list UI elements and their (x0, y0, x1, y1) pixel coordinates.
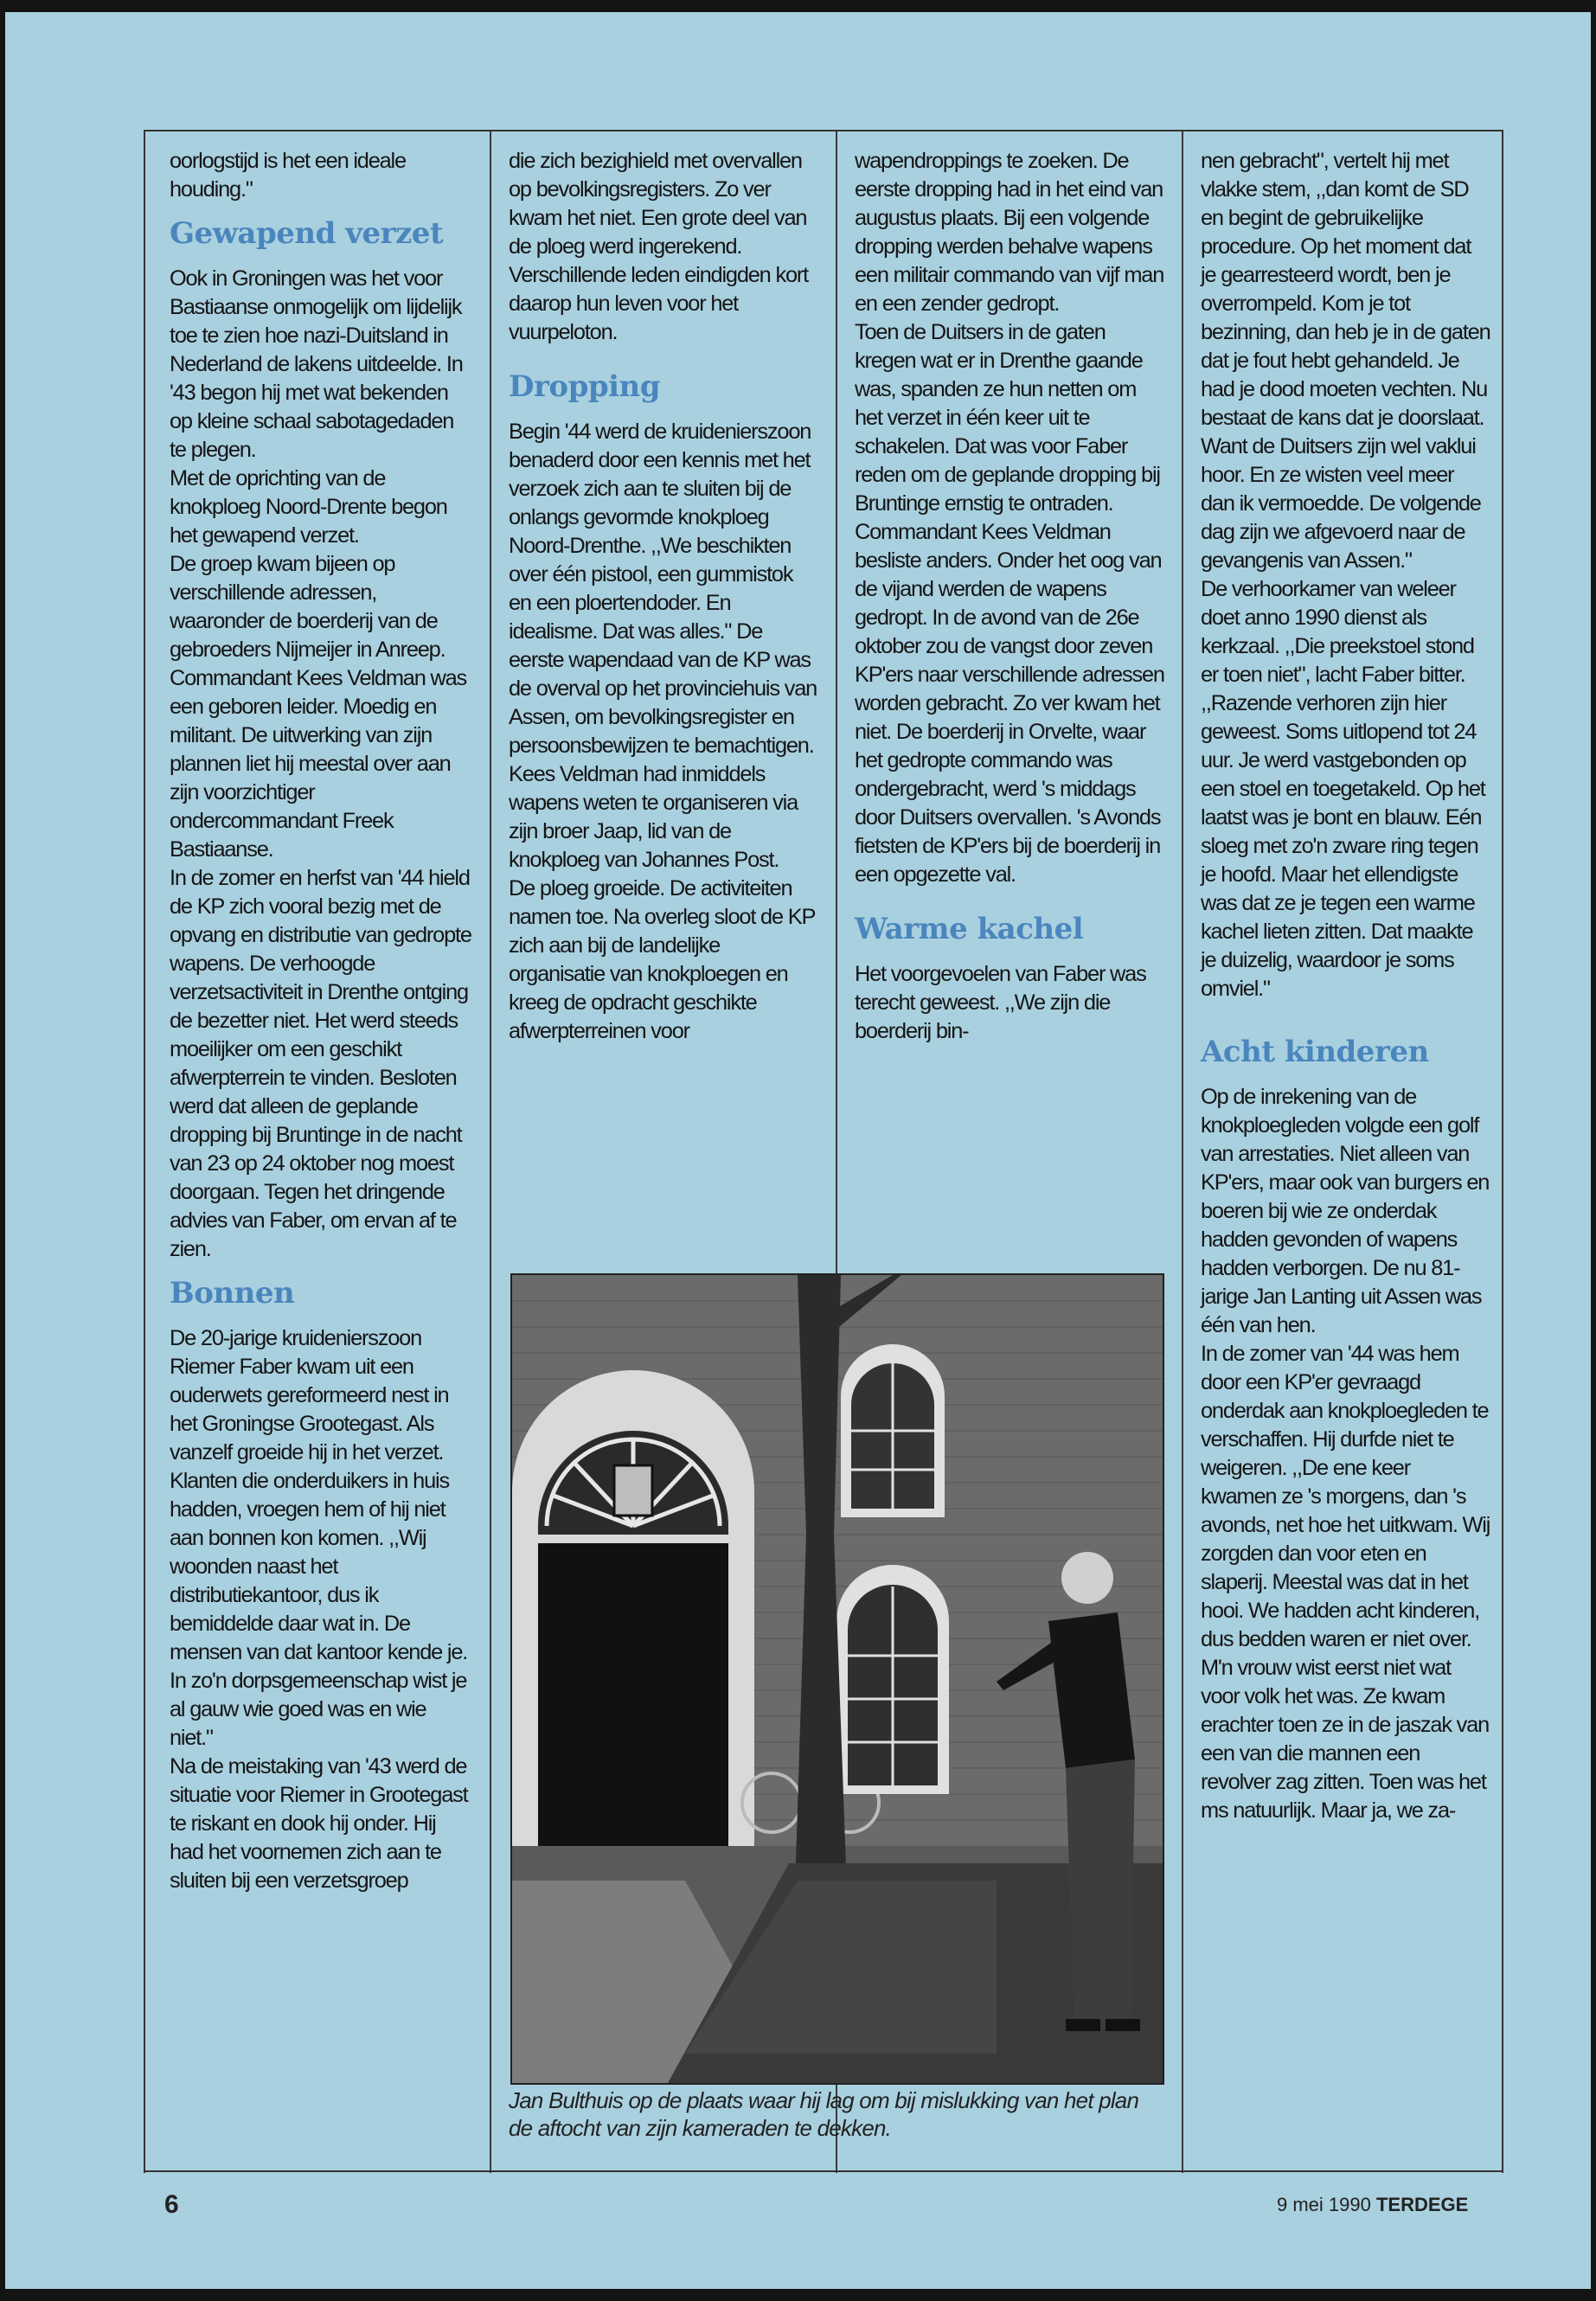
magazine-page (5, 12, 1591, 2289)
paragraph: wapendroppings te zoeken. De eerste dropping had in het eind van augustus plaats. Bij een volgende dropping werden behalve wapens een militair commando van vijf man en een zender gedropt. (855, 149, 1164, 316)
column-divider (490, 131, 491, 2173)
article-column-2 (509, 147, 818, 1046)
column-divider (1182, 131, 1183, 2173)
subheading: Acht kinderen (1201, 1035, 1429, 1069)
paragraph: In de zomer van '44 was hem door een KP'er gevraagd onderdak aan knokploegleden te verschaffen. Hij durfde niet te weigeren. ,,De ene keer kwamen ze 's morgens, dan 's avonds, net hoe het uitkwam. Wij zorgden dan voor eten en slaperij. Meestal was dat in het hooi. We hadden acht kinderen, dus bedden waren er niet over. (1201, 1342, 1490, 1651)
paragraph: De groep kwam bijeen op verschillende adressen, waaronder de boerderij van de gebroeders Nijmeijer in Anreep. Commandant Kees Veldman was een geboren leider. Moedig en militant. De uitwerking van zijn plannen liet hij meestal over aan zijn voorzichtiger ondercommandant Freek Bastiaanse. (170, 552, 467, 862)
footer-divider (144, 2170, 1503, 2172)
publication-name: TERDEGE (1375, 2194, 1469, 2215)
article-column-1 (170, 147, 474, 1895)
paragraph: M'n vrouw wist eerst niet wat voor volk het was. Ze kwam erachter toen ze in de jaszak van een van die mannen een revolver zag zitten. Toen was het ms natuurlijk. Maar ja, we za- (1201, 1656, 1490, 1823)
article-column-4 (1201, 147, 1490, 1825)
article-column-3 (855, 147, 1168, 1046)
paragraph: Met de oprichting van de knokploeg Noord-Drente begon het gewapend verzet. (170, 466, 447, 548)
paragraph: In de zomer en herfst van '44 hield de KP zich vooral bezig met de opvang en distributie van gedropte wapens. De verhoogde verzetsactiviteit in Drenthe ontging de bezetter niet. Het werd steeds moeilijker om een geschikt afwerpterrein te vinden. Besloten werd dat alleen de geplande dropping bij Bruntinge in de nacht van 23 op 24 oktober nog moest doorgaan. Tegen het dringende advies van Faber, om ervan af te zien. (170, 866, 471, 1261)
paragraph: De 20-jarige kruidenierszoon Riemer Faber kwam uit een ouderwets gereformeerd nest in het Groningse Grootegast. Als vanzelf groeide hij in het verzet. Klanten die onderduikers in huis hadden, vroegen hem of hij niet aan bonnen kon komen. ,,Wij woonden naast het distributiekantoor, dus ik bemiddelde daar wat in. De mensen van dat kantoor kende je. In zo'n dorpsgemeenschap wist je al gauw wie goed was en wie niet." (170, 1326, 468, 1750)
subheading: Bonnen (170, 1276, 295, 1311)
paragraph: Begin '44 werd de kruidenierszoon benaderd door een kennis met het verzoek zich aan te sluiten bij de onlangs gevormde knokploeg Noord-Drenthe. ,,We beschikten over één pistool, een gummistok en een ploertendoder. En idealisme. Dat was alles." De eerste wapendaad van de KP was de overval op het provinciehuis van Assen, om bevolkingsregister en persoonsbewijzen te bemachtigen. Kees Veldman had inmiddels wapens weten te organiseren via zijn broer Jaap, lid van de knokploeg van Johannes Post. (509, 420, 817, 872)
photo-man-at-church (510, 1273, 1164, 2085)
photo-illustration (512, 1275, 1163, 2083)
paragraph: Na de meistaking van '43 werd de situatie voor Riemer in Grootegast te riskant en dook hij onder. Hij had het voornemen zich aan te sluiten bij een verzetsgroep (170, 1754, 468, 1893)
issue-date: 9 mei 1990 (1277, 2194, 1371, 2215)
subheading: Gewapend verzet (170, 216, 444, 251)
photo-caption: Jan Bulthuis op de plaats waar hij lag om bij mislukking van het plan de aftocht van zijn kameraden te dekken. (509, 2087, 1139, 2141)
paragraph: Toen de Duitsers in de gaten kregen wat er in Drenthe gaande was, spanden ze hun netten om het verzet in één keer uit te schakelen. Dat was voor Faber reden om de geplande dropping bij Bruntinge ernstig te ontraden. Commandant Kees Veldman besliste anders. Onder het oog van de vijand werden de wapens gedropt. In de avond van de 26e oktober zou de vangst door zeven KP'ers naar verschillende adressen worden gebracht. Zo ver kwam het niet. De boerderij in Orvelte, waar het gedropte commando was ondergebracht, werd 's middags door Duitsers overvallen. 's Avonds fietsten de KP'ers bij de boerderij in een opgezette val. (855, 320, 1164, 887)
paragraph: De ploeg groeide. De activiteiten namen toe. Na overleg sloot de KP zich aan bij de landelijke organisatie van knokploegen en kreeg de opdracht geschikte afwerpterreinen voor (509, 876, 815, 1043)
paragraph: Ook in Groningen was het voor Bastiaanse onmogelijk om lijdelijk toe te zien hoe nazi-Duitsland in Nederland de lakens uitdeelde. In '43 begon hij met wat bekenden op kleine schaal sabotagedaden te plegen. (170, 266, 463, 462)
paragraph: nen gebracht", vertelt hij met vlakke stem, ,,dan komt de SD en begint de gebruikelijke procedure. Op het moment dat je gearresteerd wordt, ben je overrompeld. Kom je tot bezinning, dan heb je in de gaten dat je fout hebt gehandeld. Je had je dood moeten vechten. Nu bestaat de kans dat je doorslaat. Want de Duitsers zijn wel vaklui hoor. En ze wisten veel meer dan ik vermoedde. De volgende dag zijn we afgevoerd naar de gevangenis van Assen." (1201, 149, 1490, 573)
subheading: Warme kachel (855, 912, 1084, 946)
paragraph: die zich bezighield met overvallen op bevolkingsregisters. Zo ver kwam het niet. Een grote deel van de ploeg werd ingerekend. Verschillende leden eindigden kort daarop hun leven voor het vuurpeloton. (509, 149, 808, 344)
subheading: Dropping (509, 369, 661, 404)
article-frame (144, 130, 1503, 2173)
issue-info (1277, 2194, 1468, 2216)
paragraph: Op de inrekening van de knokploegleden volgde een golf van arrestaties. Niet alleen van KP'ers, maar ook van burgers en boeren bij wie ze onderdak hadden gevonden of wapens hadden verborgen. De nu 81-jarige Jan Lanting uit Assen was één van hen. (1201, 1085, 1490, 1337)
page-number: 6 (164, 2190, 179, 2219)
paragraph: oorlogstijd is het een ideale houding." (170, 149, 406, 202)
paragraph: Het voorgevoelen van Faber was terecht geweest. ,,We zijn die boerderij bin- (855, 962, 1146, 1043)
paragraph: De verhoorkamer van weleer doet anno 1990 dienst als kerkzaal. ,,Die preekstoel stond er toen niet", lacht Faber bitter. ,,Razende verhoren zijn hier geweest. Soms uitlopend tot 24 uur. Je werd vastgebonden op een stoel en toegetakeld. Op het laatst was je bont en blauw. Eén sloeg met zo'n zware ring tegen je hoofd. Maar het ellendigste was dat ze je tegen een warme kachel lieten zitten. Dat maakte je duizelig, waardoor je soms omviel." (1201, 577, 1485, 1001)
